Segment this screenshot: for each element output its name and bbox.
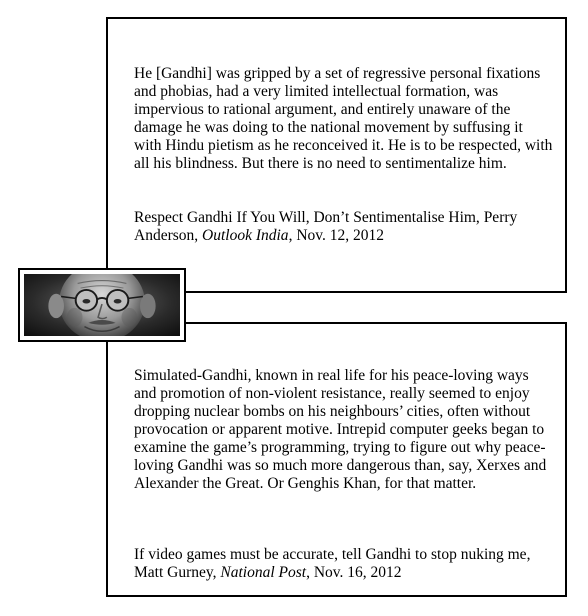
quote-text: Simulated-Gandhi, known in real life for his peace-loving ways and promotion of non-violent resistance, really seemed to enjoy dropping nuclear bombs on his neighbours’ cities, often without provocation or apparent motive. Intrepid computer geeks began to examine the game’s programming, trying to figure out why peace-loving Gandhi was so much more dangerous than, say, Xerxes and Alexander the Great. Or Genghis Khan, for that matter. [134,367,547,492]
gandhi-portrait [18,268,186,342]
citation-date: , Nov. 12, 2012 [288,227,384,244]
citation-title: If video games must be accurate, tell Gandhi to stop nuking me, [134,546,531,563]
quote-citation [134,209,554,245]
citation-author: Perry Anderson, [134,209,518,244]
quote-text: He [Gandhi] was gripped by a set of regressive personal fixations and phobias, had a very limited intellectual formation, was impervious to rational argument, and entirely unaware of the damage he was doing to the national movement by suffusing it with Hindu pietism as he reconceived it. He is to be respected, with all his blindness. But there is no need to sentimentalize him. [134,65,553,172]
quote-citation [134,546,554,582]
gandhi-portrait-photo-icon [24,274,180,336]
citation-publication: National Post [220,564,307,581]
citation-title: Respect Gandhi If You Will, Don’t Sentimentalise Him, [134,209,480,226]
citation-publication: Outlook India [202,227,289,244]
citation-author: Matt Gurney, [134,564,217,581]
quote-box-gurney [106,322,567,597]
citation-date: , Nov. 16, 2012 [306,564,402,581]
quote-box-anderson [106,17,567,293]
